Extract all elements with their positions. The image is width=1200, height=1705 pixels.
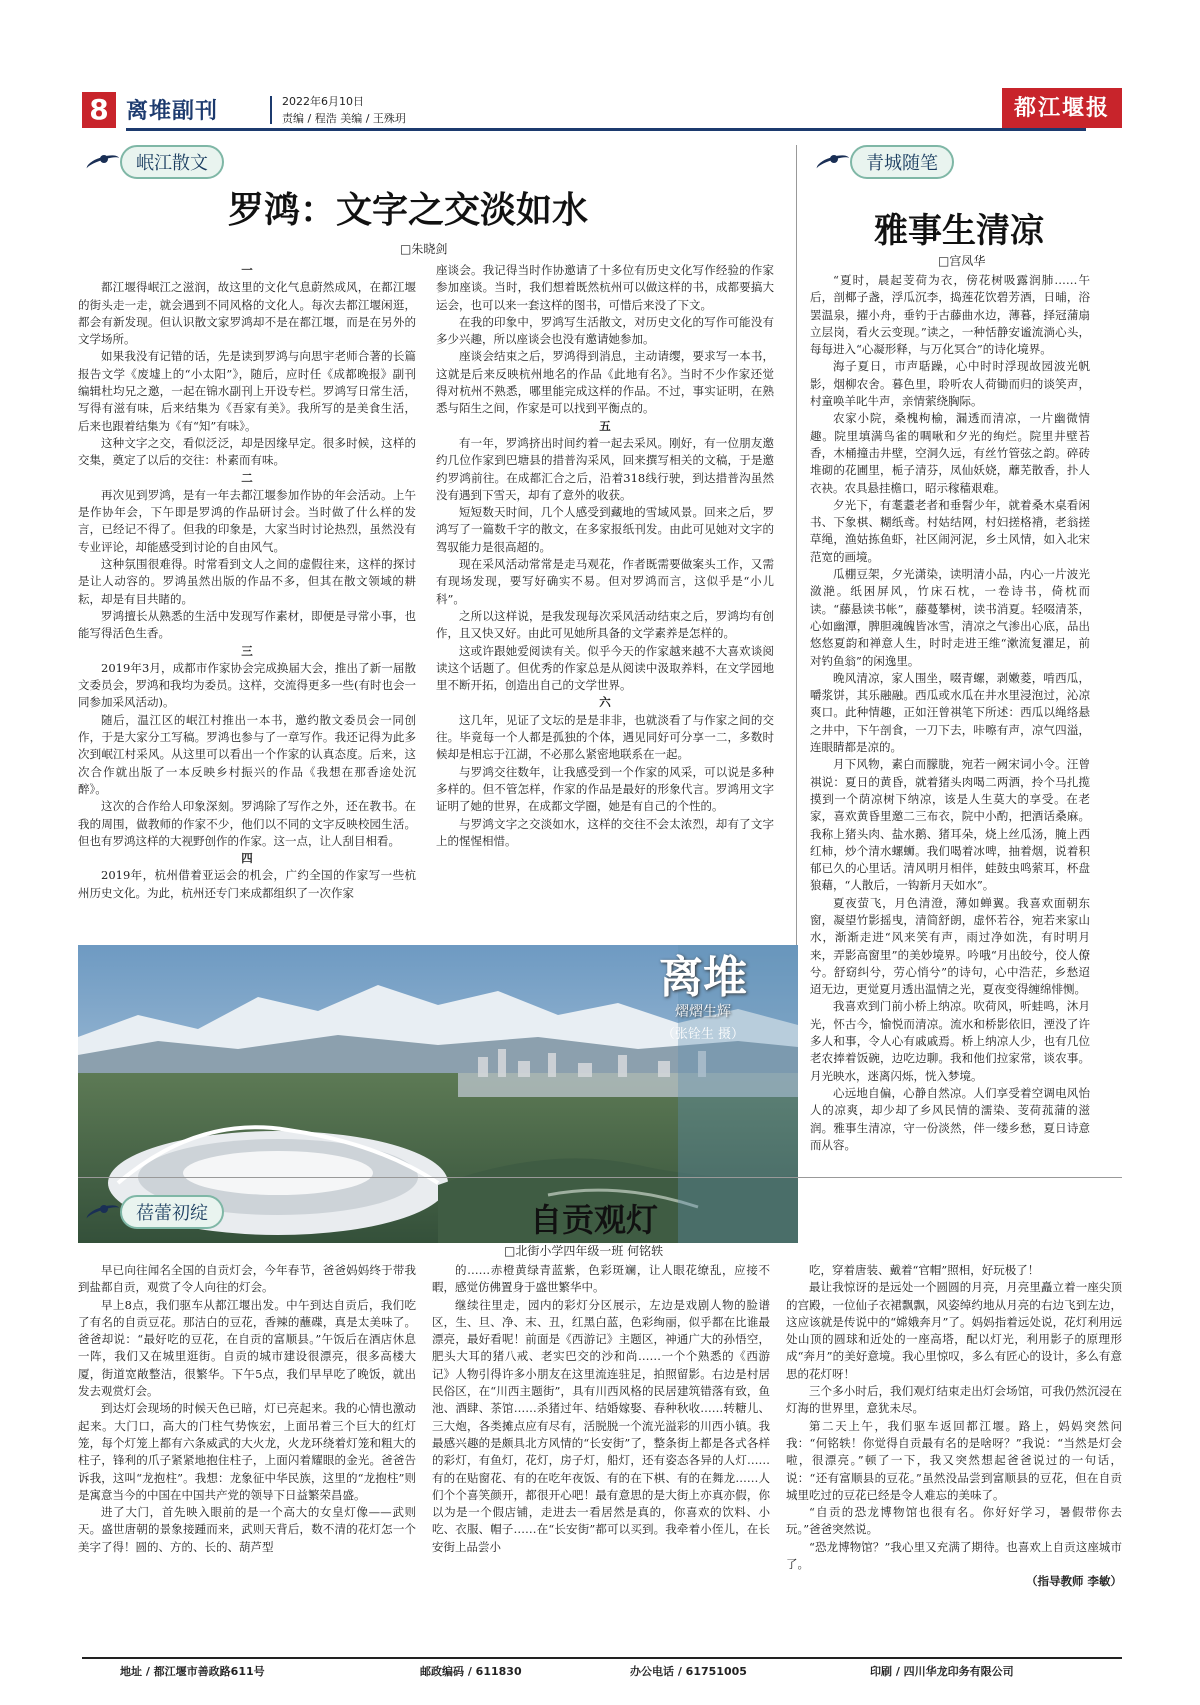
paragraph: “恐龙博物馆？”我心里又充满了期待。也喜欢上自贡这座城市了。: [786, 1539, 1122, 1572]
paragraph: 座谈会结束之后，罗鸿得到消息，主动请缨，要求写一本书，这就是后来反映杭州地名的作品《此地有名》。当时不少作家还觉得对杭州不熟悉，哪里能完成这样的作品。不过，事实证明，在熟悉与陌生之间，作家是可以找到平衡点的。: [436, 349, 774, 416]
section-name: 离堆副刊: [126, 99, 219, 124]
paragraph: 随后，温江区的岷江村推出一本书，邀约散文委员会一同创作，于是大家分工写稿。罗鸿也参与了一章写作。我还记得为此多次到岷江村采风。从这里可以看出一个作家的认真态度。后来，这次合作就出版了一本反映乡村振兴的作品《我想在那香途处沉醉》。: [78, 712, 416, 796]
header-separator: [270, 96, 272, 124]
article2-byline: □宫凤华: [938, 254, 986, 268]
paragraph: 瓜棚豆架，夕光潇染，读明清小品，内心一片波光潋滟。纸困屏风，竹床石枕，一卷诗书，倚枕而读。“藤悬读书帐”，藤蔓攀树，读书消夏。轻啜清茶，心如幽潭，脾胆魂魄皆冰雪，清凉之气渗出心底，品出悠悠夏韵和禅意人生，时时走进王维“漱流复濯足，前对钓鱼翁”的闲逸里。: [810, 567, 1090, 668]
paragraph: 第二天上午，我们驱车返回都江堰。路上，妈妈突然问我：“何铭轶！你觉得自贡最有名的是啥呀？”我说：“当然是灯会啦，很漂亮。”顿了一下，我又突然想起爸爸说过的一句话，说：“还有富顺县的豆花。”虽然没品尝到富顺县的豆花，但在自贡城里吃过的豆花已经是令人难忘的美味了。: [786, 1418, 1122, 1502]
section-number: 二: [241, 470, 253, 485]
teacher-credit: （指导教师 李敏）: [1025, 1574, 1122, 1589]
column-tag-label: 青城随笔: [850, 145, 954, 179]
section-number: 三: [241, 643, 253, 658]
paragraph: 2019年3月，成都市作家协会完成换届大会，推出了新一届散文委员会，罗鸿和我均为委员。这样，交流得更多一些(有时也会一同参加采风活动)。: [78, 660, 416, 710]
photo-label-subtitle: 熠熠生辉: [675, 1004, 731, 1020]
swallow-icon: [814, 147, 854, 177]
column-tag-beilei: [84, 1195, 224, 1229]
column-tag-label: 岷江散文: [120, 145, 224, 179]
article2-title: 雅事生清凉: [874, 211, 1044, 251]
issue-date: 2022年6月10日: [282, 95, 364, 108]
paragraph: 这或许跟她爱阅读有关。似乎今天的作家越来越不大喜欢谈阅读这个话题了。但优秀的作家总是从阅读中汲取养料，在文学园地里不断开拓，创造出自己的文学世界。: [436, 643, 774, 693]
paragraph: 月下风物，素白而朦胧，宛若一阙宋词小令。汪曾祺说：夏日的黄昏，就着猪头肉喝二两酒，拎个马扎揽摸到一个荫凉树下纳凉，该是人生莫大的享受。在老家，喜欢黄昏里邀二三布衣，院中小酌，把酒话桑麻。我称上猪头肉、盐水鹅、猪耳朵，烧上丝瓜汤，腌上西红柿，炒个清水螺蛳。我们喝着冰啤，抽着烟，说着积郁已久的心里话。清风明月相伴，蛙鼓虫鸣萦耳，杯盘狼藉，“人散后，一钩新月天如水”。: [810, 757, 1090, 893]
paragraph: 与罗鸿交往数年，让我感受到一个作家的风采，可以说是多种多样的。但不管怎样，作家的作品是最好的形象代言。罗鸿用文字证明了她的世界，在成都文学圈，她是有自己的个性的。: [436, 764, 774, 814]
swallow-icon: [84, 147, 124, 177]
section-number: 一: [241, 263, 253, 277]
page-number: 8: [82, 92, 116, 128]
paragraph: 三个多小时后，我们观灯结束走出灯会场馆，可我仍然沉浸在灯海的世界里，意犹未尽。: [786, 1384, 1122, 1416]
article1-column-1: [78, 262, 416, 942]
column-tag-label: 蓓蕾初绽: [120, 1195, 224, 1229]
section-number: 六: [599, 695, 611, 710]
photo-label-title: 离堆: [659, 952, 747, 1003]
section-number: 五: [599, 418, 611, 433]
paragraph: 2019年，杭州借着亚运会的机会，广约全国的作家写一些杭州历史文化。为此，杭州还专门来成都组织了一次作家: [78, 868, 416, 900]
paragraph: 有一年，罗鸿挤出时间约着一起去采风。刚好，有一位朋友邀约几位作家到巴塘县的措普沟采风，回来撰写相关的文稿，于是邀约罗鸿前往。在成都汇合之后，沿着318线行驶，到达措普沟虽然没有遇到下雪天，却有了意外的收获。: [436, 435, 774, 502]
paragraph: 吃，穿着唐装、戴着“官帽”照相，好玩极了！: [809, 1263, 1040, 1277]
paragraph: 这次的合作给人印象深刻。罗鸿除了写作之外，还在教书。在我的周围，做教师的作家不少，他们以不同的文字反映校园生活。但也有罗鸿这样的大视野创作的作家。这一点，让人刮目相看。: [78, 799, 416, 848]
column-tag-qingcheng: [814, 145, 954, 179]
paragraph: 进了大门，首先映入眼前的是一个高大的女皇灯像——武则天。盛世唐朝的景象接踵而来，武则天背后，数不清的花灯怎一个美字了得！圆的、方的、长的、葫芦型: [78, 1505, 416, 1554]
paragraph: “夏时，晨起芰荷为衣，傍花树吸露润肺……午后，剖椰子盏，浮瓜沉李，捣莲花饮碧芳酒，日晡，浴罢温泉，擢小舟，垂钓于古藤曲水边，薄暮，择冠蒲扇立层岗，看火云变现。”读之，一种恬静安谧流淌心头，每每进入“心凝形释，与万化冥合”的诗化境界。: [810, 273, 1090, 357]
section-number: 四: [241, 851, 253, 866]
article3-byline: □北街小学四年级一班 何铭轶: [504, 1244, 664, 1258]
swallow-icon: [84, 1197, 124, 1227]
paragraph: 都江堰得岷江之滋润，故这里的文化气息蔚然成风，在都江堰的街头走一走，就会遇到不同风格的文化人。每次去都江堰闲逛，都会有新发现。但认识散文家罗鸿却不是在都江堰，而是在另外的文学场所。: [78, 280, 416, 347]
paragraph: 心远地自偏，心静自然凉。人们享受着空调电风怡人的凉爽，却少却了乡风民情的濡染、芰荷菰蒲的滋润。雅事生清凉，守一份淡然，伴一缕乡愁，夏日诗意而从容。: [810, 1085, 1090, 1152]
paragraph: 这几年，见证了文坛的是是非非，也就淡看了与作家之间的交往。毕竟每一个人都是孤独的个体，遇见同好可分享一二，多数时候却是相忘于江湖，不必那么紧密地联系在一起。: [436, 712, 774, 762]
paragraph: 罗鸿擅长从熟悉的生活中发现写作素材，即便是寻常小事，也能写得活色生香。: [78, 608, 416, 641]
paragraph: 现在采风活动常常是走马观花，作者既需要做案头工作，又需有现场发现，要写好确实不易。但对罗鸿而言，这似乎是“小儿科”。: [436, 557, 774, 606]
article3-title: 自贡观灯: [530, 1201, 659, 1239]
article3-column-3: [786, 1262, 1122, 1652]
paragraph: 这种氛围很难得。时常看到文人之间的虚假往来，这样的探讨是让人动容的。罗鸿虽然出版的作品不多，但其在散文领域的耕耘，却是有目共睹的。: [78, 557, 416, 606]
page-header: [82, 92, 1122, 128]
paragraph: 之所以这样说，是我发现每次采风活动结束之后，罗鸿均有创作，且又快又好。由此可见她所具备的文学素养是怎样的。: [436, 608, 774, 641]
footer-phone: 办公电话 / 61751005: [630, 1665, 747, 1678]
footer-postcode: 邮政编码 / 611830: [420, 1665, 522, 1678]
article3-column-1: [78, 1262, 416, 1652]
paragraph: 夏夜萤飞，月色清澄，薄如蝉翼。我喜欢面朝东窗，凝望竹影摇曳，清简舒朗，虚怀若谷，宛若来家山水，渐渐走进“风来笑有声，雨过净如洗，有时明月来，弄影高窗里”的美妙境界。吟哦“月出皎兮，佼人僚兮。舒窈纠兮，劳心悄兮”的诗句，心中浩茫，乡愁迢迢无边，更觉夏月透出温情之光，夏夜变得缠绵悱恻。: [810, 895, 1090, 997]
article1-byline: □朱晓剑: [400, 242, 448, 256]
paragraph: 再次见到罗鸿，是有一年去都江堰参加作协的年会活动。上午是作协年会，下午即是罗鸿的作品研讨会。当时做了什么样的发言，已经记不得了。但我的印象是，大家当时讨论热烈，虽然没有专业评论，却能感受到讨论的自由风气。: [78, 487, 416, 554]
article2-body: [810, 272, 1090, 1177]
paragraph: 我喜欢到门前小桥上纳凉。吹荷风，听蛙鸣，沐月光，怀古今，愉悦而清凉。流水和桥影依旧，湮没了许多人和事，令人心有戚戚焉。桥上纳凉人少，也有几位老农捧着饭碗，边吃边聊。我和他们拉家常，谈农事。月光映水，迷离闪烁，恍入梦境。: [810, 999, 1090, 1083]
article1-column-2: [436, 262, 774, 942]
newspaper-logo: 都江堰报: [1002, 88, 1122, 128]
footer-address: 地址 / 都江堰市善政路611号: [120, 1665, 265, 1678]
photo-caption: [648, 953, 758, 1042]
paragraph: 的……赤橙黄绿青蓝紫，色彩斑斓，让人眼花缭乱，应接不暇，感觉仿佛置身于盛世繁华中。: [432, 1263, 770, 1295]
paragraph: 农家小院，桑槐枸榆，漏透而清凉，一片幽微情趣。院里填满鸟雀的啁啾和夕光的绚烂。院里井壁苔香，木桶撞击井壁，空洞久远，有丝竹管弦之韵。碎砖堆砌的花圃里，栀子清芬，凤仙妖娆，蘼芜散香，扑人衣袂。农具悬挂檐口，昭示稼穑艰难。: [810, 411, 1090, 495]
footer-printer: 印刷 / 四川华龙印务有限公司: [870, 1665, 1014, 1678]
article1-title: 罗鸿：文字之交淡如水: [228, 189, 589, 231]
editors-credit: 责编 / 程浩 美编 / 王殊玥: [282, 112, 406, 125]
footer-rule: [82, 1657, 1122, 1659]
article3-column-2: [432, 1262, 770, 1652]
paragraph: 早上8点，我们驱车从都江堰出发。中午到达自贡后，我们吃了有名的自贡豆花。那洁白的豆花，香辣的蘸碟，真是太美味了。爸爸却说：“最好吃的豆花，在自贡的富顺县。”午饭后在酒店休息一阵，我们又在城里逛街。自贡的城市建设很漂亮，很多高楼大厦，街道宽敞整洁，很繁华。下午5点，我们早早吃了晚饭，就出发去观赏灯会。: [78, 1297, 416, 1399]
column-tag-minjiang: [84, 145, 224, 179]
paragraph: 最让我惊讶的是远处一个圆圆的月亮，月亮里矗立着一座尖顶的宫殿，一位仙子衣裙飘飘，风姿绰约地从月亮的右边飞到左边，这应该就是传说中的“嫦娥奔月”了。妈妈指着远处说，花灯利用远处山顶的圆球和近处的一座高塔，配以灯光，利用影子的原理形成“奔月”的美好意境。我心里惊叹，多么有匠心的设计，多么有意思的花灯呀！: [786, 1280, 1122, 1381]
section-divider: [78, 1177, 1122, 1178]
paragraph: 早已向往闻名全国的自贡灯会，今年春节，爸爸妈妈终于带我到盐都自贡，观赏了令人向往的灯会。: [78, 1263, 416, 1295]
paragraph: 与罗鸿文字之交淡如水，这样的交往不会太浓烈，却有了文字上的惺惺相惜。: [436, 816, 774, 848]
paragraph: 到达灯会现场的时候天色已暗，灯已亮起来。我的心情也激动起来。大门口，高大的门柱气势恢宏，上面吊着三个巨大的红灯笼，每个灯笼上都有六条威武的大火龙，火龙环绕着灯笼和粗大的柱子，锋利的爪子紧紧地抱住柱子，上面闪着耀眼的金光。爸爸告诉我，这叫“龙抱柱”。我想：龙象征中华民族，这里的“龙抱柱”则是寓意当今的中国在中国共产党的领导下日益繁荣昌盛。: [78, 1401, 416, 1502]
paragraph: 夕光下，有耄耋老者和垂髫少年，就着桑木桌看闲书、下象棋、糊纸鸢。村姑结网，村妇搓格褙，老翁搓草绳，渔姑拣鱼虾，社区闹河泥，乡土风情，如入北宋范宽的画境。: [810, 497, 1090, 564]
paragraph: 座谈会。我记得当时作协邀请了十多位有历史文化写作经验的作家参加座谈。当时，我们想着既然杭州可以做这样的书，成都要搞大运会，也可以来一套这样的图书，可惜后来没了下文。: [436, 263, 774, 312]
paragraph: 这种文字之交，看似泛泛，却是因缘早定。很多时候，这样的交集，奠定了以后的交往：朴素而有味。: [78, 435, 416, 468]
header-rule: [126, 128, 1086, 131]
paragraph: 在我的印象中，罗鸿写生活散文，对历史文化的写作可能没有多少兴趣，所以座谈会也没有邀请她参加。: [436, 314, 774, 347]
paragraph: “自贡的恐龙博物馆也很有名。你好好学习，暑假带你去玩。”爸爸突然说。: [786, 1505, 1122, 1537]
paragraph: 晚风清凉，家人围坐，啜青螺，剥嫩菱，啃西瓜，嚼浆饼，其乐融融。西瓜或水瓜在井水里浸泡过，沁凉爽口。此种情趣，正如汪曾祺笔下所述：西瓜以绳络悬之井中，下午剖食，一刀下去，咔嚓有声，凉气四溢，连眼睛都是凉的。: [810, 670, 1090, 755]
paragraph: 短短数天时间，几个人感受到藏地的雪域风景。回来之后，罗鸿写了一篇数千字的散文，在多家报纸刊发。由此可见她对文字的驾驭能力是很高超的。: [436, 505, 774, 554]
paragraph: 海子夏日，市声聒躁，心中时时浮现故园波光帆影，烟柳农舍。暮色里，聆听农人荷锄而归的谈笑声，村童唤羊叱牛声，亲情萦绕胸际。: [810, 359, 1090, 409]
photo-credit: （张铨生 摄）: [661, 1027, 745, 1042]
paragraph: 继续往里走，园内的彩灯分区展示，左边是戏剧人物的脸谱区，生、旦、净、末、丑，红黑白蓝，色彩绚丽，似乎都在比谁最漂亮，最好看呢！前面是《西游记》主题区，神通广大的孙悟空，肥头大耳的猪八戒、老实巴交的沙和尚……一个个熟悉的《西游记》人物引得许多小朋友在这里流连驻足，拍照留影。右边是村居民俗区，在“川西主题街”，具有川西风格的民居建筑错落有致，鱼池、酒肆、茶馆……杀猪过年、结婚嫁娶、春种秋收……转糖儿、三大炮，各类摊点应有尽有，活脱脱一个流光溢彩的川西小镇。我最感兴趣的是颇具北方风情的“长安街”了，整条街上都是各式各样的彩灯，有鱼灯，花灯，房子灯，船灯，还有姿态各异的人灯……有的在贴窗花、有的在吃年夜饭、有的在下棋、有的在舞龙……人们个个喜笑颜开，都很开心吧！最有意思的是大街上亦真亦假，你以为是一个假店铺，走进去一看居然是真的，你喜欢的饮料、小吃、衣服、帽子……在“长安街”都可以买到。我牵着小侄儿，在长安街上品尝小: [432, 1297, 770, 1554]
paragraph: 如果我没有记错的话，先是读到罗鸿与向思宇老师合著的长篇报告文学《废墟上的“小太阳”》，随后，应时任《成都晚报》副刊编辑杜均兄之邀，一起在锦水副刊上开设专栏。罗鸿写日常生活，写得有滋有味，后来结集为《吾家有美》。我所写的是美食生活，后来也跟着结集为《有“知”有味》。: [78, 349, 416, 433]
